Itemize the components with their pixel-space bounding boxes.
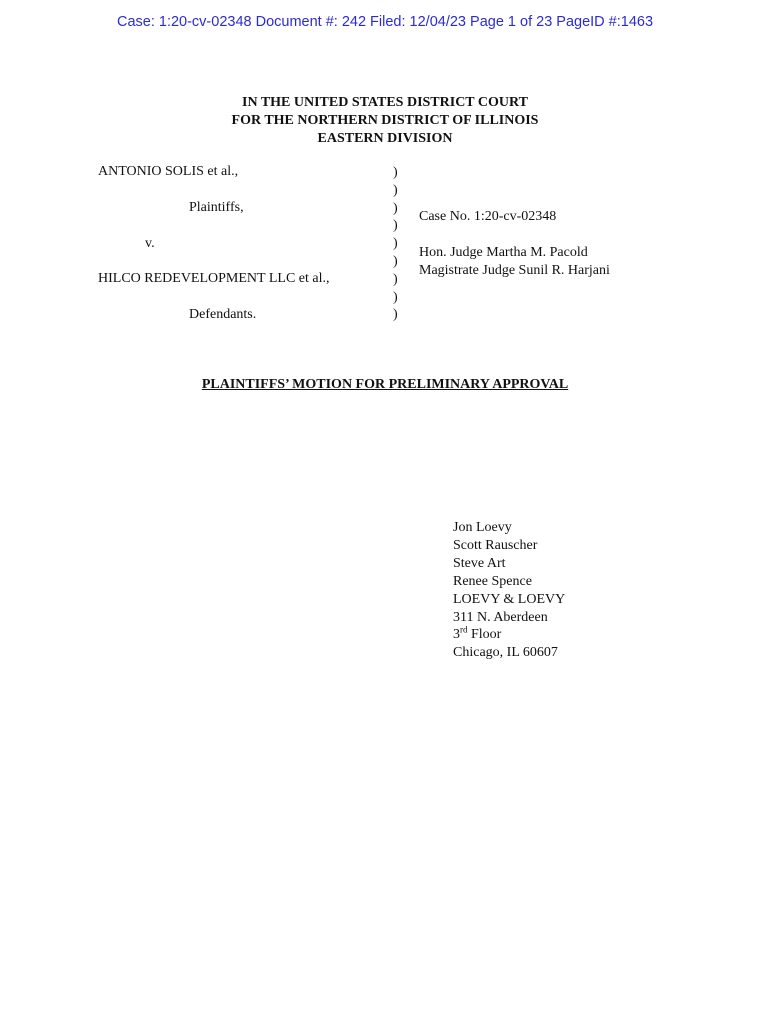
defendant-name: HILCO REDEVELOPMENT LLC et al.,: [98, 271, 330, 286]
floor-number: 3: [453, 627, 460, 643]
document-title: PLAINTIFFS’ MOTION FOR PRELIMINARY APPROVAL: [201, 377, 569, 392]
court-line-3: EASTERN DIVISION: [317, 131, 453, 146]
versus: v.: [145, 236, 155, 251]
caption-parens: [393, 164, 398, 324]
law-firm: LOEVY & LOEVY: [453, 591, 566, 607]
address-city: Chicago, IL 60607: [453, 645, 558, 661]
judge: Hon. Judge Martha M. Pacold: [419, 245, 588, 260]
attorney-name: Steve Art: [453, 555, 506, 571]
plaintiff-role: Plaintiffs,: [189, 200, 244, 215]
case-number: Case No. 1:20-cv-02348: [419, 209, 557, 224]
address-floor: [453, 626, 565, 644]
court-line-2: FOR THE NORTHERN DISTRICT OF ILLINOIS: [231, 113, 539, 128]
paren: ): [393, 218, 398, 234]
attorney-name: Jon Loevy: [453, 520, 512, 535]
counsel-block: [453, 519, 565, 662]
address-street: 311 N. Aberdeen: [453, 609, 548, 625]
attorney-name: Renee Spence: [453, 573, 532, 589]
ecf-header-stamp: Case: 1:20-cv-02348 Document #: 242 Filed: 12/04/23 Page 1 of 23 PageID #:1463: [116, 14, 654, 30]
attorney-name: Scott Rauscher: [453, 537, 538, 553]
court-heading: [0, 94, 770, 148]
paren: ): [393, 182, 398, 198]
magistrate-judge: Magistrate Judge Sunil R. Harjani: [419, 263, 610, 278]
floor-word: Floor: [467, 627, 502, 643]
paren: ): [393, 200, 398, 216]
defendant-role: Defendants.: [189, 307, 257, 322]
paren: ): [393, 307, 398, 323]
paren: ): [393, 253, 398, 269]
plaintiff-name: ANTONIO SOLIS et al.,: [98, 164, 239, 179]
paren: ): [393, 271, 398, 287]
paren: ): [393, 165, 398, 180]
court-line-1: IN THE UNITED STATES DISTRICT COURT: [242, 95, 528, 110]
floor-ordinal: rd: [460, 624, 468, 635]
paren: ): [393, 289, 398, 305]
paren: ): [393, 236, 398, 252]
